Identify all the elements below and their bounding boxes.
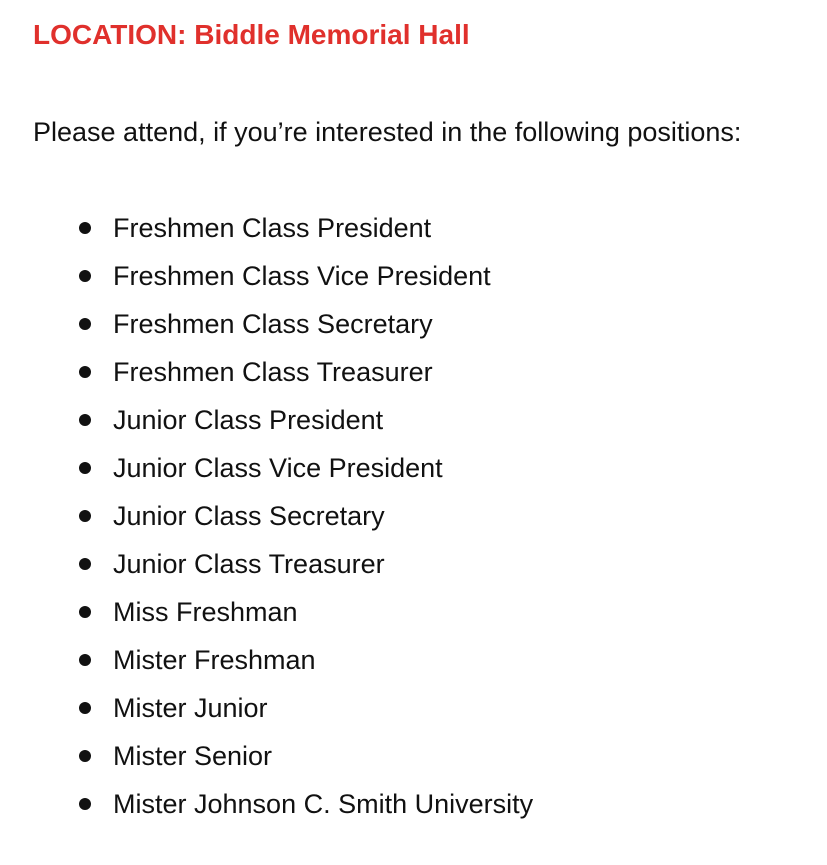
list-item [0,444,827,492]
list-item [0,588,827,636]
position-label: Junior Class Vice President [113,453,443,483]
position-label: Junior Class President [113,405,384,435]
list-item [0,540,827,588]
positions-list [0,204,827,828]
bullet-icon [79,462,91,474]
position-label: Miss Freshman [113,597,298,627]
list-item [0,732,827,780]
list-item [0,492,827,540]
bullet-icon [79,366,91,378]
position-label: Freshmen Class President [113,213,432,243]
intro-text: Please attend, if you’re interested in the following positions: [33,117,742,147]
bullet-icon [79,798,91,810]
position-label: Mister Senior [113,741,273,771]
bullet-icon [79,750,91,762]
list-item [0,252,827,300]
bullet-icon [79,510,91,522]
position-label: Junior Class Secretary [113,501,385,531]
list-item [0,204,827,252]
bullet-icon [79,318,91,330]
position-label: Junior Class Treasurer [113,549,385,579]
bullet-icon [79,222,91,234]
position-label: Mister Freshman [113,645,316,675]
list-item [0,636,827,684]
position-label: Freshmen Class Treasurer [113,357,433,387]
position-label: Mister Junior [113,693,268,723]
bullet-icon [79,702,91,714]
position-label: Freshmen Class Secretary [113,309,433,339]
bullet-icon [79,414,91,426]
bullet-icon [79,606,91,618]
bullet-icon [79,654,91,666]
position-label: Freshmen Class Vice President [113,261,491,291]
list-item [0,348,827,396]
location-heading: LOCATION: Biddle Memorial Hall [33,19,470,50]
position-label: Mister Johnson C. Smith University [113,789,534,819]
list-item [0,396,827,444]
list-item [0,684,827,732]
list-item [0,300,827,348]
bullet-icon [79,270,91,282]
bullet-icon [79,558,91,570]
list-item [0,780,827,828]
